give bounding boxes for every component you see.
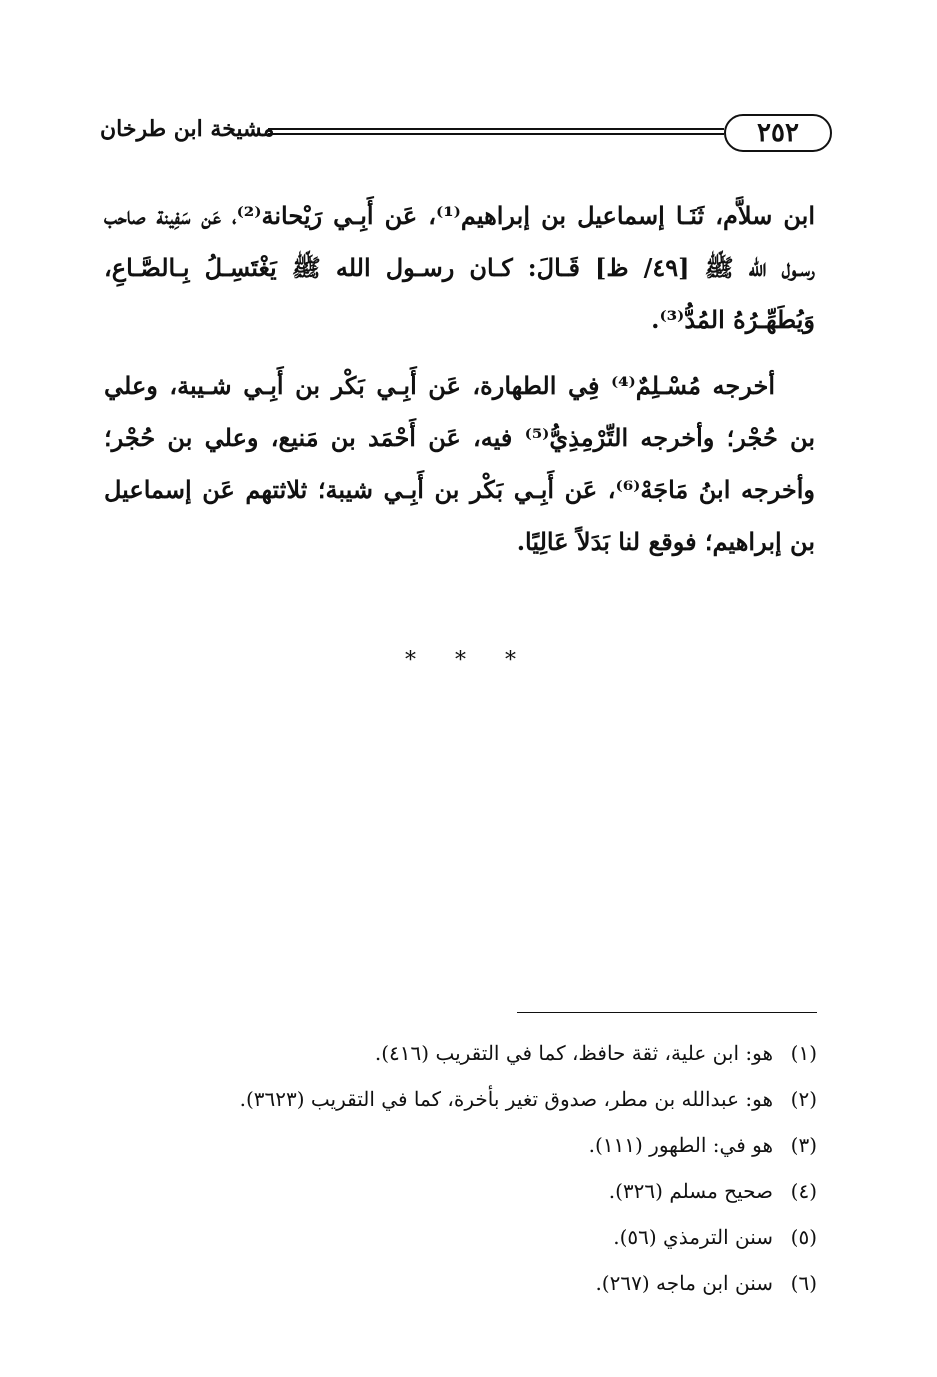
- footnote-text: هو في: الطهور (١١١).: [588, 1133, 773, 1157]
- footnote-number: (٤): [790, 1179, 817, 1203]
- footnotes: [180, 1030, 817, 1306]
- footnote-2: [180, 1076, 817, 1122]
- footnote-1: [180, 1030, 817, 1076]
- footnote-6: [180, 1260, 817, 1306]
- footnote-text: سنن الترمذي (٥٦).: [613, 1225, 773, 1249]
- main-text: [104, 190, 815, 582]
- footnote-number: (٦): [790, 1271, 817, 1295]
- hadith-text-paragraph: ابن سلاَّم، ثَنَـا إسماعيل بن إبراهيم⁽¹⁾، عَن أَبِـي رَيْحانة⁽²⁾، عَن سَفِينة صاحب رسـول الله ﷺ [٤٩/ ظ] قَـالَ: كـان رسـول الله ﷺ يَغْتَسِـلُ بِـالصَّـاعِ، وَيُطَهِّـرُهُ المُدُّ⁽³⁾.: [104, 201, 816, 334]
- footnote-5: [180, 1214, 817, 1260]
- footnote-number: (٥): [790, 1225, 817, 1249]
- footnote-text: هو: عبدالله بن مطر، صدوق تغير بأخرة، كما في التقريب (٣٦٢٣).: [239, 1087, 773, 1111]
- takhrij-paragraph: أخرجه مُسْـلِمٌ⁽⁴⁾ فِي الطهارة، عَن أَبِـي بَكْر بن أَبِـي شـيبة، وعلي بن حُجْر؛ وأخرجه التِّرْمِذِيُّ⁽⁵⁾ فيه، عَن أَحْمَد بن مَنيع، وعلي بن حُجْر؛ وأخرجه ابنُ مَاجَهْ⁽⁶⁾، عَن أَبِـي بَكْر بن أَبِـي شيبة؛ ثلاثتهم عَن إسماعيل بن إبراهيم؛ فوقع لنا بَدَلاً عَالِيًا.: [104, 371, 816, 556]
- page-number: ٢٥٢: [724, 114, 832, 152]
- footnote-3: [180, 1122, 817, 1168]
- footnote-text: هو: ابن علية، ثقة حافظ، كما في التقريب (٤١٦).: [374, 1041, 773, 1065]
- footnote-4: [180, 1168, 817, 1214]
- footnote-number: (٢): [790, 1087, 817, 1111]
- header-rule: [268, 128, 724, 135]
- book-title: مشيخة ابن طرخان: [100, 116, 275, 142]
- footnote-text: سنن ابن ماجه (٢٦٧).: [595, 1271, 773, 1295]
- page-header: [100, 112, 832, 152]
- footnote-number: (٣): [790, 1133, 817, 1157]
- footnote-rule: [517, 1012, 817, 1013]
- footnote-number: (١): [790, 1041, 817, 1065]
- footnote-text: صحيح مسلم (٣٢٦).: [608, 1179, 773, 1203]
- section-separator: * * *: [405, 648, 532, 673]
